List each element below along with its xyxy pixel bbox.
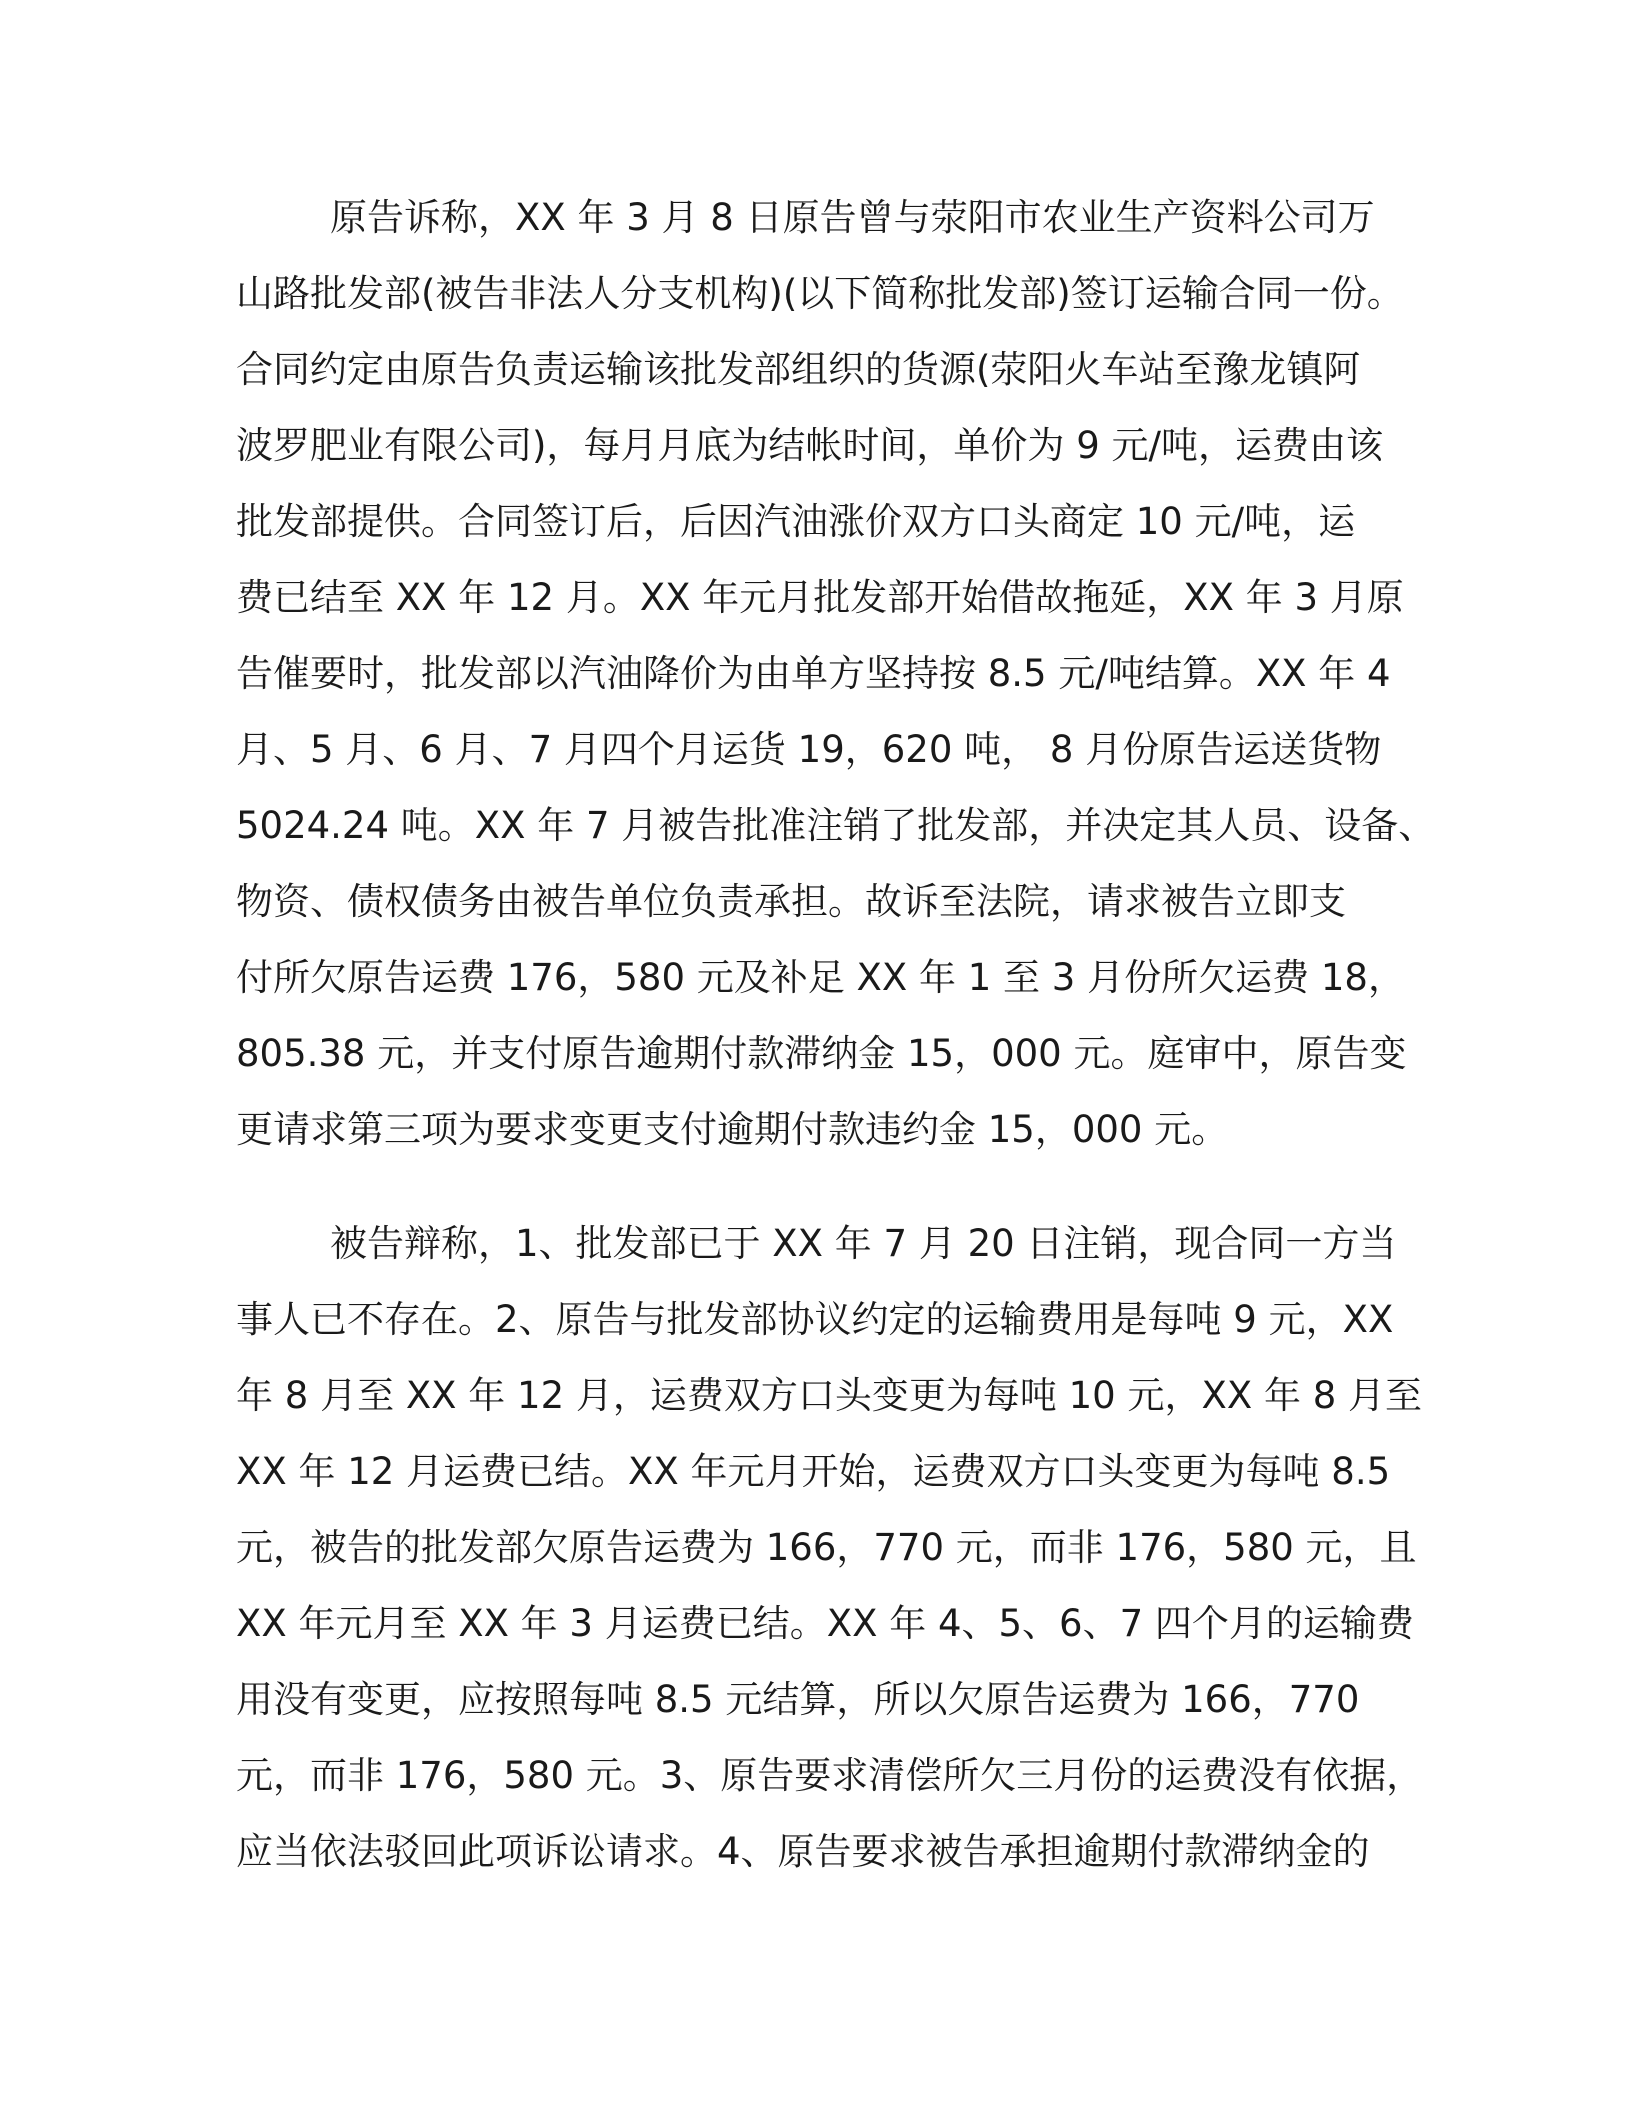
paragraph-line: 告催要时，批发部以汽油降价为由单方坚持按 8.5 元/吨结算。XX 年 4 (236, 652, 1391, 695)
paragraph-line: XX 年 12 月运费已结。XX 年元月开始，运费双方口头变更为每吨 8.5 (236, 1450, 1391, 1493)
paragraph-line: 应当依法驳回此项诉讼请求。4、原告要求被告承担逾期付款滞纳金的 (236, 1830, 1370, 1873)
plaintiff-claim-paragraph (236, 180, 1436, 1168)
paragraph-line: 原告诉称，XX 年 3 月 8 日原告曾与荥阳市农业生产资料公司万 (330, 196, 1375, 239)
paragraph-line: 月、5 月、6 月、7 月四个月运货 19，620 吨， 8 月份原告运送货物 (236, 728, 1382, 771)
paragraph-line: 物资、债权债务由被告单位负责承担。故诉至法院，请求被告立即支 (236, 880, 1346, 923)
paragraph-line: 波罗肥业有限公司)，每月月底为结帐时间，单价为 9 元/吨，运费由该 (236, 424, 1383, 467)
paragraph-line: 付所欠原告运费 176，580 元及补足 XX 年 1 至 3 月份所欠运费 18， (236, 956, 1405, 999)
paragraph-line: 5024.24 吨。XX 年 7 月被告批准注销了批发部，并决定其人员、设备、 (236, 804, 1436, 847)
paragraph-line: XX 年元月至 XX 年 3 月运费已结。XX 年 4、5、6、7 四个月的运输费 (236, 1602, 1414, 1645)
paragraph-line: 合同约定由原告负责运输该批发部组织的货源(荥阳火车站至豫龙镇阿 (236, 348, 1361, 391)
paragraph-line: 更请求第三项为要求变更支付逾期付款违约金 15，000 元。 (236, 1108, 1229, 1151)
paragraph-line: 年 8 月至 XX 年 12 月，运费双方口头变更为每吨 10 元，XX 年 8 月至 (236, 1374, 1423, 1417)
paragraph-line: 山路批发部(被告非法人分支机构)(以下简称批发部)签订运输合同一份。 (236, 272, 1404, 315)
paragraph-line: 用没有变更，应按照每吨 8.5 元结算，所以欠原告运费为 166，770 (236, 1678, 1360, 1721)
paragraph-line: 805.38 元，并支付原告逾期付款滞纳金 15，000 元。庭审中，原告变 (236, 1032, 1407, 1075)
paragraph-line: 被告辩称，1、批发部已于 XX 年 7 月 20 日注销，现合同一方当 (330, 1222, 1397, 1265)
paragraph-line: 元，被告的批发部欠原告运费为 166，770 元，而非 176，580 元，且 (236, 1526, 1417, 1569)
paragraph-line: 费已结至 XX 年 12 月。XX 年元月批发部开始借故拖延，XX 年 3 月原 (236, 576, 1404, 619)
paragraph-line: 元，而非 176，580 元。3、原告要求清偿所欠三月份的运费没有依据， (236, 1754, 1424, 1797)
paragraph-line: 事人已不存在。2、原告与批发部协议约定的运输费用是每吨 9 元，XX (236, 1298, 1394, 1341)
defendant-defense-paragraph (236, 1206, 1424, 1890)
paragraph-line: 批发部提供。合同签订后，后因汽油涨价双方口头商定 10 元/吨，运 (236, 500, 1356, 543)
